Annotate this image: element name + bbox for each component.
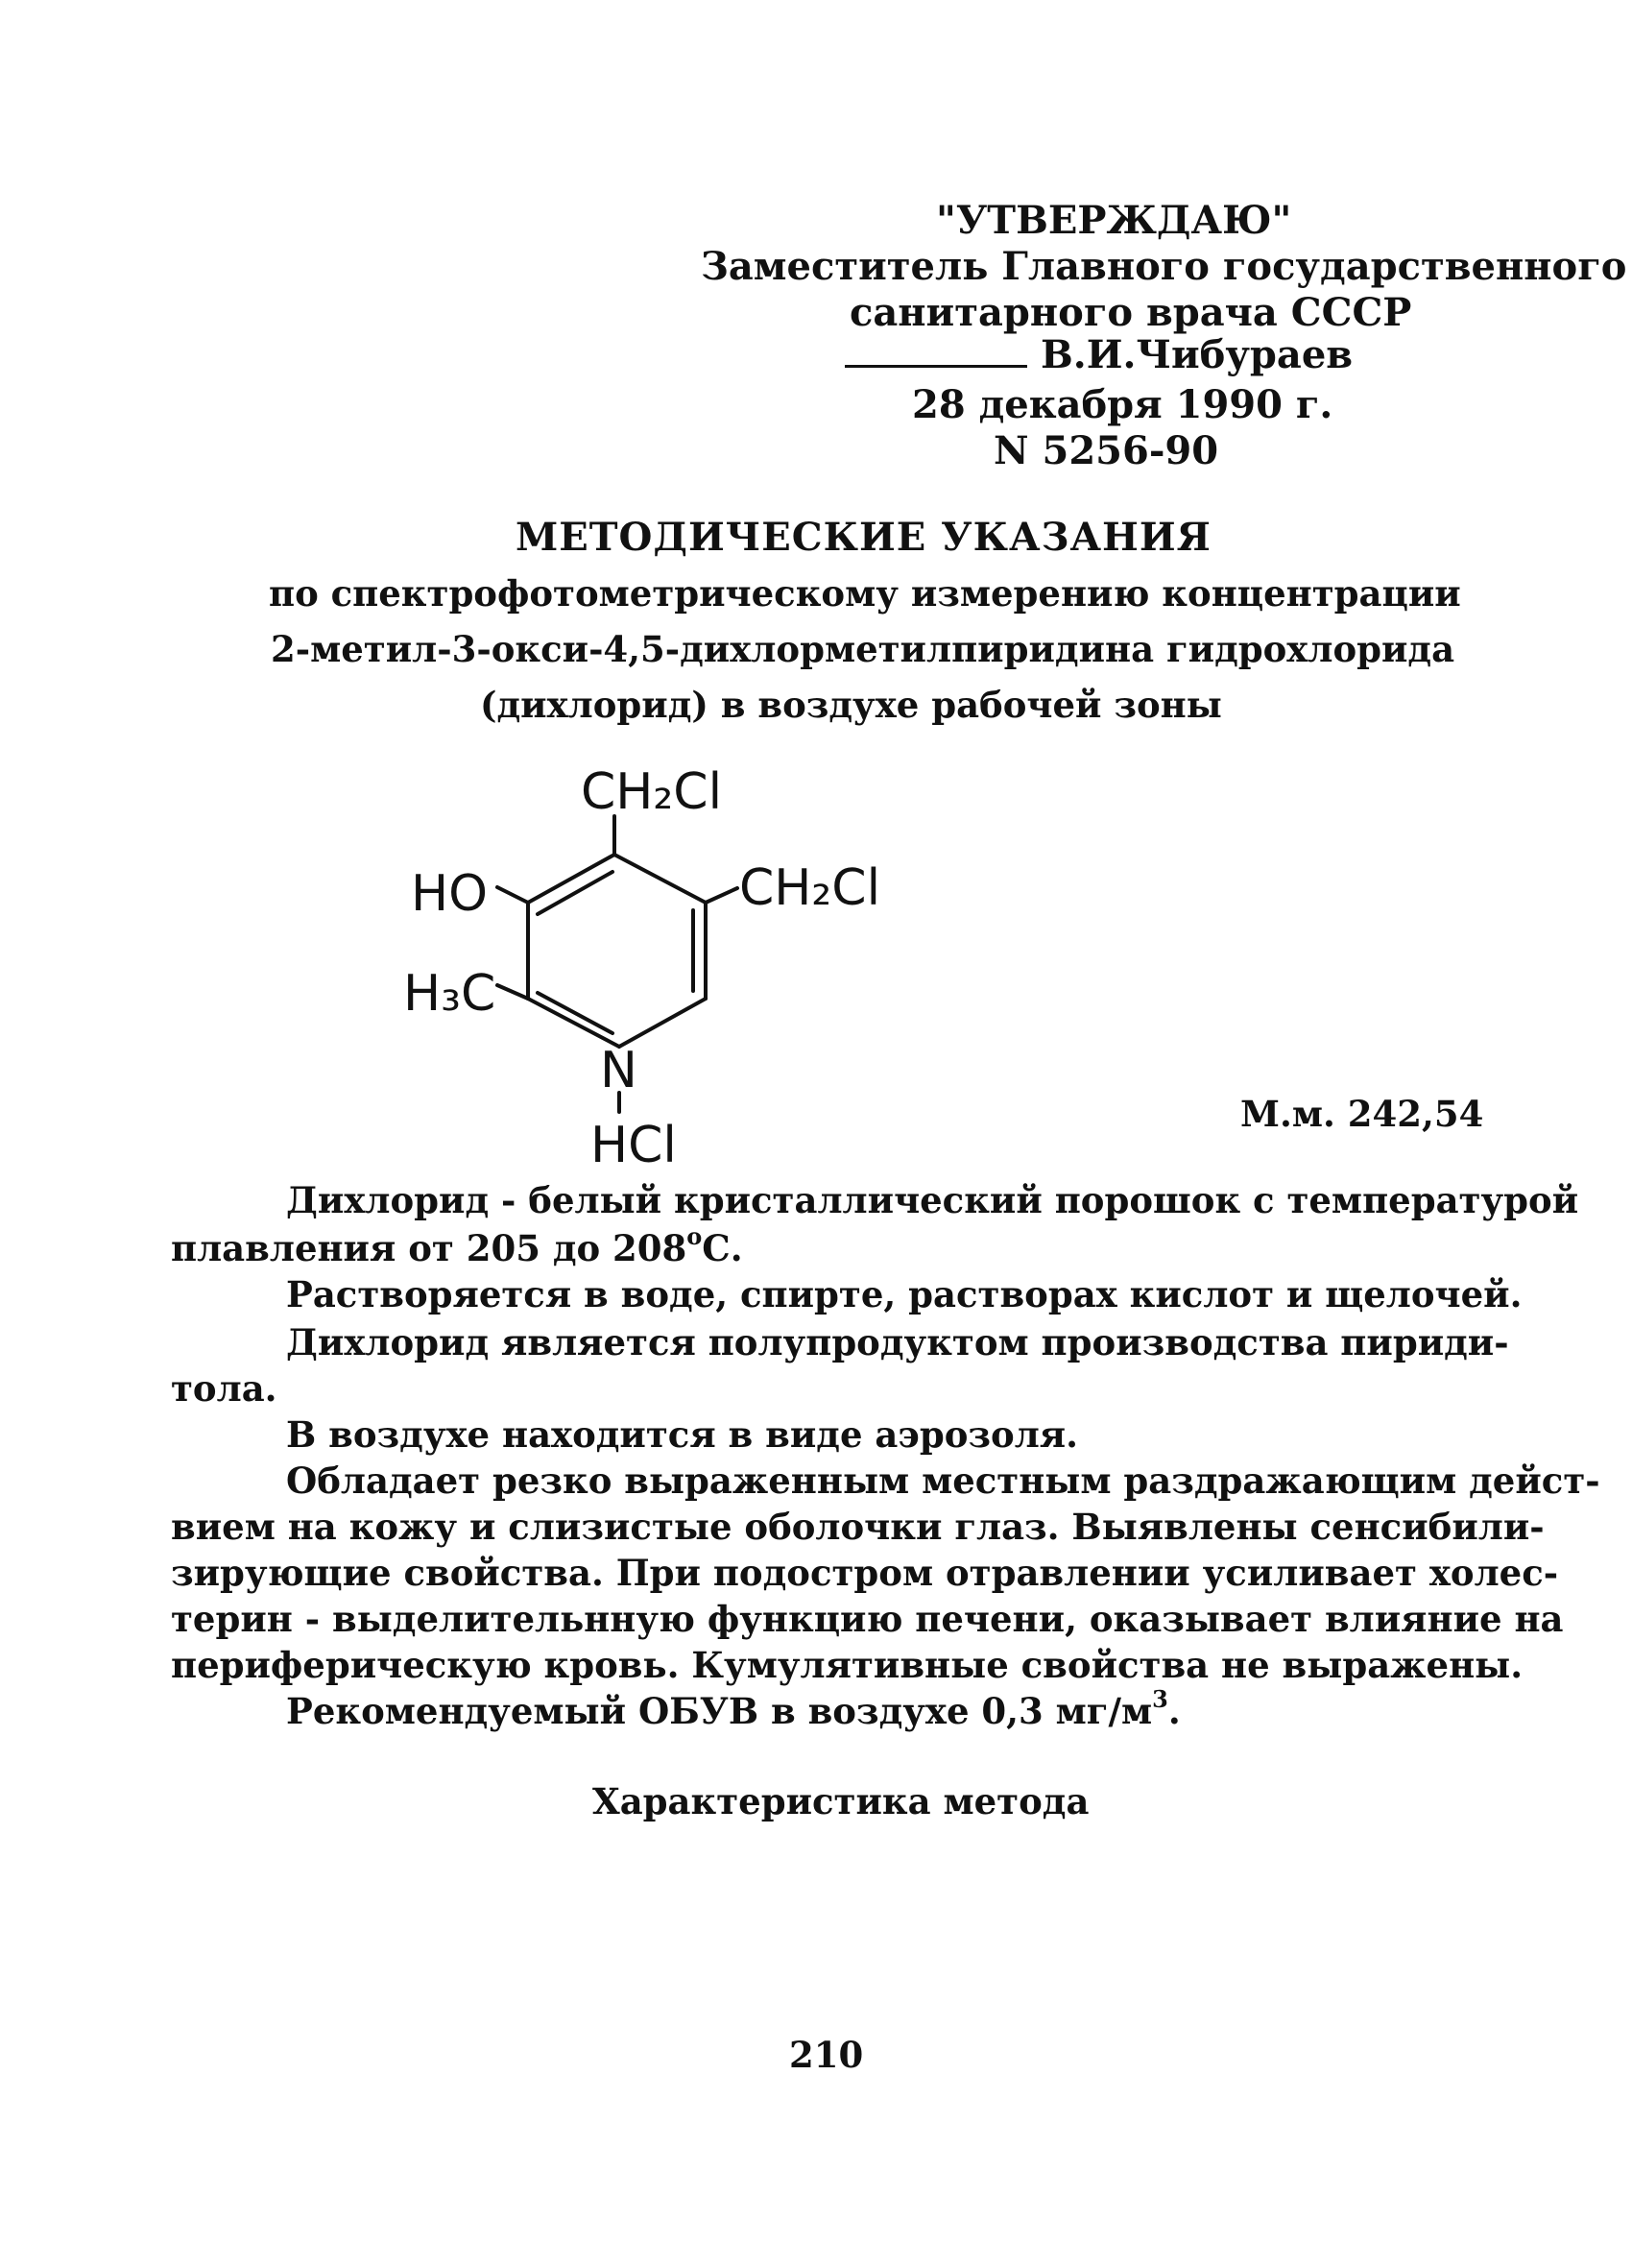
paragraph-5-line3: зирующие свойства. При подостром отравлении усиливает холес- [171, 1552, 1559, 1594]
paragraph-5-line1: Обладает резко выраженным местным раздражающим дейст- [286, 1460, 1600, 1502]
approval-position-line2: санитарного врача СССР [850, 290, 1412, 335]
paragraph-1-line1: Дихлорид - белый кристаллический порошок с температурой [286, 1179, 1579, 1221]
document-subtitle-line1: по спектрофотометрическому измерению концентрации [269, 572, 1461, 615]
cubic-exponent: 3 [1152, 1685, 1168, 1713]
paragraph-3-line2: тола. [171, 1367, 277, 1410]
document-title: МЕТОДИЧЕСКИЕ УКАЗАНИЯ [516, 515, 1212, 560]
bond-n-c2 [528, 999, 619, 1047]
approval-position-line1: Заместитель Главного государственного [701, 244, 1627, 289]
page-number: 210 [789, 2034, 864, 2076]
chemical-structure-diagram [384, 759, 922, 1181]
label-hcl: HCl [590, 1117, 677, 1174]
approval-number: N 5256-90 [994, 428, 1219, 473]
label-ch2cl-right: CH₂Cl [739, 859, 881, 917]
document-subtitle-line2: 2-метил-3-окси-4,5-дихлорметилпиридина гидрохлорида [271, 628, 1455, 670]
label-ho: HO [411, 865, 489, 923]
obuv-period: . [1167, 1690, 1181, 1732]
label-h3c: H₃C [403, 965, 496, 1023]
bond-c6-n [619, 999, 706, 1047]
celsius-unit: С. [702, 1227, 743, 1269]
bond-c3-oh [497, 887, 528, 903]
label-n: N [600, 1042, 637, 1099]
melting-range-text: плавления от 205 до 208 [171, 1227, 687, 1269]
paragraph-2: Растворяется в воде, спирте, растворах кислот и щелочей. [286, 1273, 1523, 1315]
paragraph-1-line2 [171, 1222, 743, 1269]
paragraph-5-line4: терин - выделительнную функцию печени, оказывает влияние на [171, 1598, 1564, 1640]
bond-c5-ch2cl [706, 888, 737, 903]
bond-c4-c5 [614, 855, 706, 903]
paragraph-6 [286, 1685, 1181, 1732]
molar-mass: М.м. 242,54 [1240, 1093, 1484, 1135]
paragraph-5-line2: вием на кожу и слизистые оболочки глаз. Выявлены сенсибили- [171, 1506, 1545, 1548]
approval-stamp: "УТВЕРЖДАЮ" [936, 198, 1292, 243]
label-ch2cl-top: CH₂Cl [581, 763, 723, 821]
document-subtitle-line3: (дихлорид) в воздухе рабочей зоны [480, 684, 1222, 726]
paragraph-4: В воздухе находится в виде аэрозоля. [286, 1413, 1079, 1456]
approval-signature-line [845, 332, 1354, 377]
approval-date: 28 декабря 1990 г. [912, 382, 1333, 427]
section-heading: Характеристика метода [592, 1780, 1090, 1822]
bond-c2-ch3 [497, 985, 528, 999]
obuv-text: Рекомендуемый ОБУВ в воздухе 0,3 мг/м [286, 1690, 1153, 1732]
bond-n-c2-double [538, 993, 612, 1033]
paragraph-3-line1: Дихлорид является полупродуктом производства пириди- [286, 1321, 1509, 1363]
degree-sign: о [686, 1222, 703, 1250]
signature-blank [845, 336, 1027, 368]
signatory-name: В.И.Чибураев [1041, 332, 1354, 377]
paragraph-5-line5: периферическую кровь. Кумулятивные свойства не выражены. [171, 1644, 1524, 1686]
